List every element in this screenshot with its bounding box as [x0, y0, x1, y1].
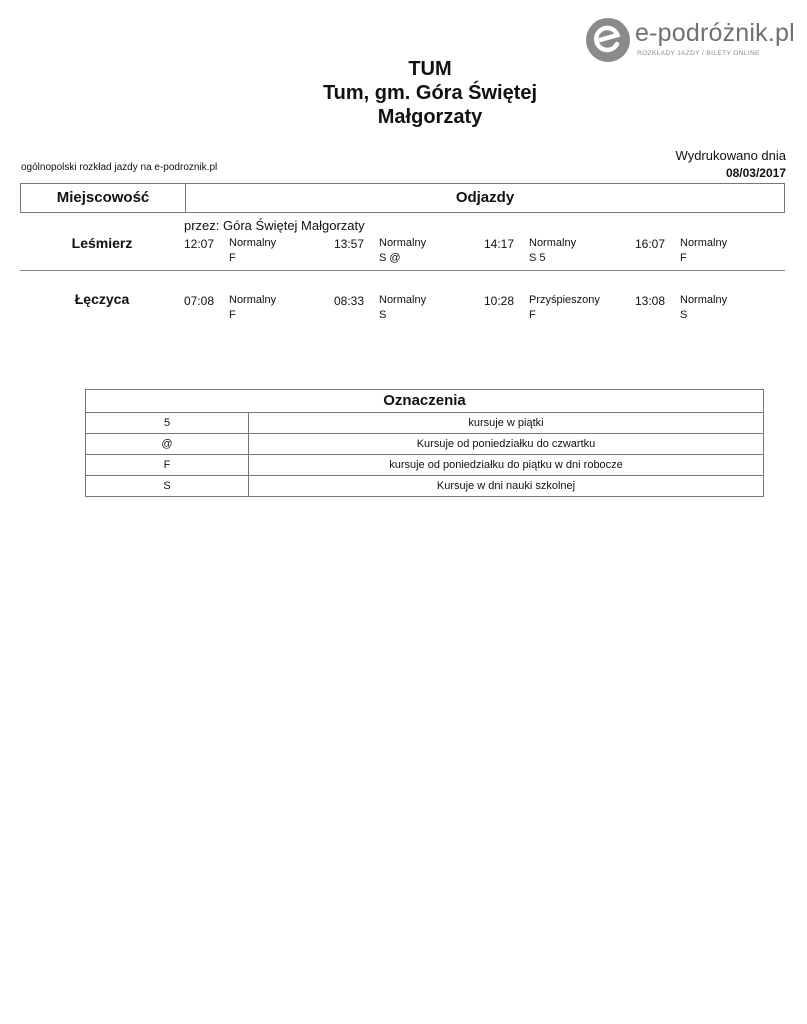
printed-label: Wydrukowano dnia [675, 148, 786, 163]
stop-title: TUM [408, 58, 452, 80]
printed-date: 08/03/2017 [725, 166, 786, 180]
legend-row [86, 475, 763, 496]
legend-row [86, 433, 763, 454]
departure-time: 12:07 [184, 237, 215, 251]
site-tagline: ogólnopolski rozkład jazdy na e-podroznik.pl [21, 162, 218, 173]
e-logo-icon [586, 18, 630, 62]
departure-marks: S 5 [529, 252, 546, 264]
legend-row [86, 454, 763, 475]
departure-marks: F [529, 309, 536, 321]
departure-marks: F [229, 309, 236, 321]
legend-row [86, 413, 763, 433]
departure-time: 08:33 [334, 294, 365, 308]
departure-kind: Normalny [379, 294, 427, 306]
column-header-departures: Odjazdy [455, 189, 515, 206]
departure-time: 10:28 [484, 294, 515, 308]
legend-symbol: @ [86, 434, 249, 454]
stop-subtitle-line2: Małgorzaty [377, 106, 483, 128]
legend-symbol: F [86, 455, 249, 475]
via-route: przez: Góra Świętej Małgorzaty [184, 218, 365, 233]
departure-time: 13:08 [635, 294, 666, 308]
brand-tagline: ROZKŁADY JAZDY / BILETY ONLINE [637, 50, 760, 57]
legend-description: kursuje od poniedziałku do piątku w dni robocze [389, 459, 623, 471]
departure-marks: S [379, 309, 387, 321]
legend-description: kursuje w piątki [468, 417, 544, 429]
departure-kind: Normalny [680, 237, 728, 249]
departure-marks: F [680, 252, 687, 264]
brand-name: e-podróżnik.pl [635, 19, 795, 47]
row-divider [20, 270, 785, 271]
legend-description: Kursuje w dni nauki szkolnej [436, 480, 576, 492]
legend-description: Kursuje od poniedziałku do czwartku [416, 438, 596, 450]
legend-symbol: S [86, 476, 249, 496]
legend-table [85, 389, 764, 497]
stop-subtitle-line1: Tum, gm. Góra Świętej [322, 82, 538, 104]
town-name: Łęczyca [74, 291, 130, 307]
town-name: Leśmierz [71, 235, 133, 251]
departure-kind: Normalny [680, 294, 728, 306]
departure-kind: Normalny [379, 237, 427, 249]
departure-marks: S @ [379, 252, 401, 264]
departure-time: 14:17 [484, 237, 515, 251]
legend-symbol: 5 [86, 413, 249, 433]
departure-kind: Normalny [229, 294, 277, 306]
departure-time: 13:57 [334, 237, 365, 251]
column-header-town: Miejscowość [21, 184, 186, 212]
departure-kind: Przyśpieszony [529, 294, 600, 306]
departure-time: 16:07 [635, 237, 666, 251]
departure-marks: F [229, 252, 236, 264]
departure-marks: S [680, 309, 688, 321]
timetable-header [20, 183, 785, 213]
departure-kind: Normalny [229, 237, 277, 249]
departure-time: 07:08 [184, 294, 215, 308]
departure-kind: Normalny [529, 237, 577, 249]
legend-title: Oznaczenia [86, 390, 763, 413]
